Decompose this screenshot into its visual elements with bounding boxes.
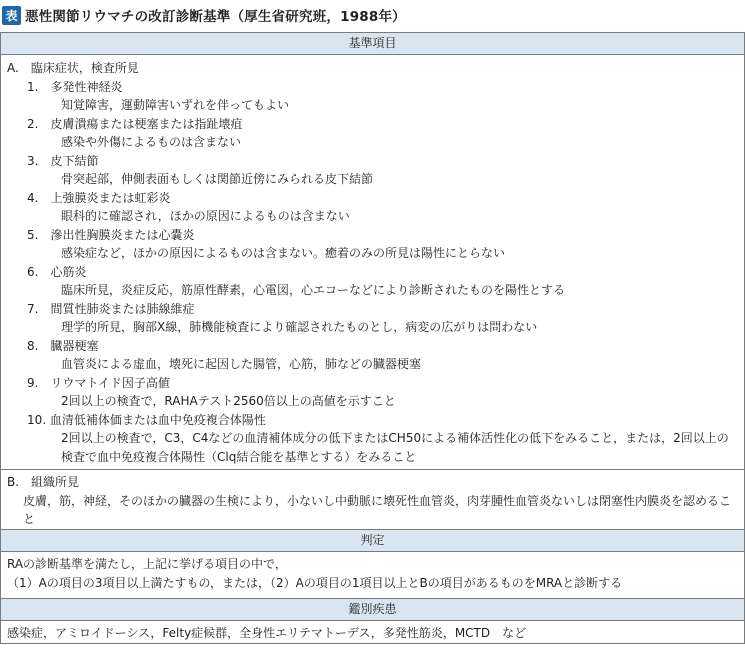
judgement-line-1: RAの診断基準を満たし，上記に挙げる項目の中で， [7,557,287,571]
item-3-desc: 骨突起部，伸側表面もしくは関節近傍にみられる皮下結節 [61,172,374,186]
table-badge: 表 [2,6,21,25]
item-7-label: 7. 間質性肺炎または肺線維症 [27,301,195,316]
item-9-label: 9. リウマトイド因子高値 [27,375,170,390]
item-8-label: 8. 臓器梗塞 [27,338,99,353]
item-10-label: 10. 血清低補体価または血中免疫複合体陽性 [27,412,266,427]
header-judgement: 判定 [1,530,744,552]
header-criteria: 基準項目 [1,33,744,55]
item-10-desc: 2回以上の検査で，C3，C4などの血清補体成分の低下またはCH50による補体活性化の低下をみること，または，2回以上の検査で血中免疫複合体陽性（Clq結合能を基準とする）をみること [61,431,729,464]
judgement-section [1,552,744,599]
section-b-heading: B. 組織所見 [7,475,80,489]
criteria-table [0,32,745,644]
item-9-desc: 2回以上の検査で，RAHAテスト2560倍以上の高値を示すこと [61,394,396,408]
section-a-heading: A. 臨床症状，検査所見 [7,61,139,75]
title-bar [2,4,406,26]
item-2-desc: 感染や外傷によるものは含まない [61,135,242,149]
section-b-desc: 皮膚，筋，神経，そのほかの臓器の生検により，小ないし中動脈に壊死性血管炎，肉芽腫性血管炎ないしは閉塞性内膜炎を認めること [23,493,732,526]
differential-section [1,621,744,644]
section-a [1,55,744,470]
page-title: 悪性関節リウマチの改訂診断基準（厚生省研究班，1988年） [25,9,406,25]
differential-text: 感染症，アミロイドーシス，Felty症候群，全身性エリテマトーデス，多発性筋炎，MCTD など [7,626,527,640]
item-5-label: 5. 滲出性胸膜炎または心嚢炎 [27,227,195,242]
item-4-label: 4. 上強膜炎または虹彩炎 [27,190,171,205]
item-3-label: 3. 皮下結節 [27,153,99,168]
judgement-line-2: （1）Aの項目の3項目以上満たすもの，または，（2）Aの項目の1項目以上とBの項目があるものをMRAと診断する [7,575,623,590]
item-4-desc: 眼科的に確認され，ほかの原因によるものは含まない [61,209,350,223]
item-6-desc: 臨床所見，炎症反応，筋原性酵素，心電図，心エコーなどにより診断されたものを陽性とする [61,283,566,297]
item-5-desc: 感染症など，ほかの原因によるものは含まない。癒着のみの所見は陽性にとらない [61,246,506,260]
item-1-desc: 知覚障害，運動障害いずれを伴ってもよい [61,98,290,112]
header-differential: 鑑別疾患 [1,599,744,621]
section-b [1,470,744,530]
item-8-desc: 血管炎による虚血，壊死に起因した腸管，心筋，肺などの臓器梗塞 [61,357,422,371]
item-2-label: 2. 皮膚潰瘍または梗塞または指趾壊疽 [27,116,243,131]
item-1-label: 1. 多発性神経炎 [27,79,123,94]
item-7-desc: 理学的所見，胸部X線，肺機能検査により確認されたものとし，病変の広がりは問わない [61,320,538,334]
item-6-label: 6. 心筋炎 [27,264,87,279]
